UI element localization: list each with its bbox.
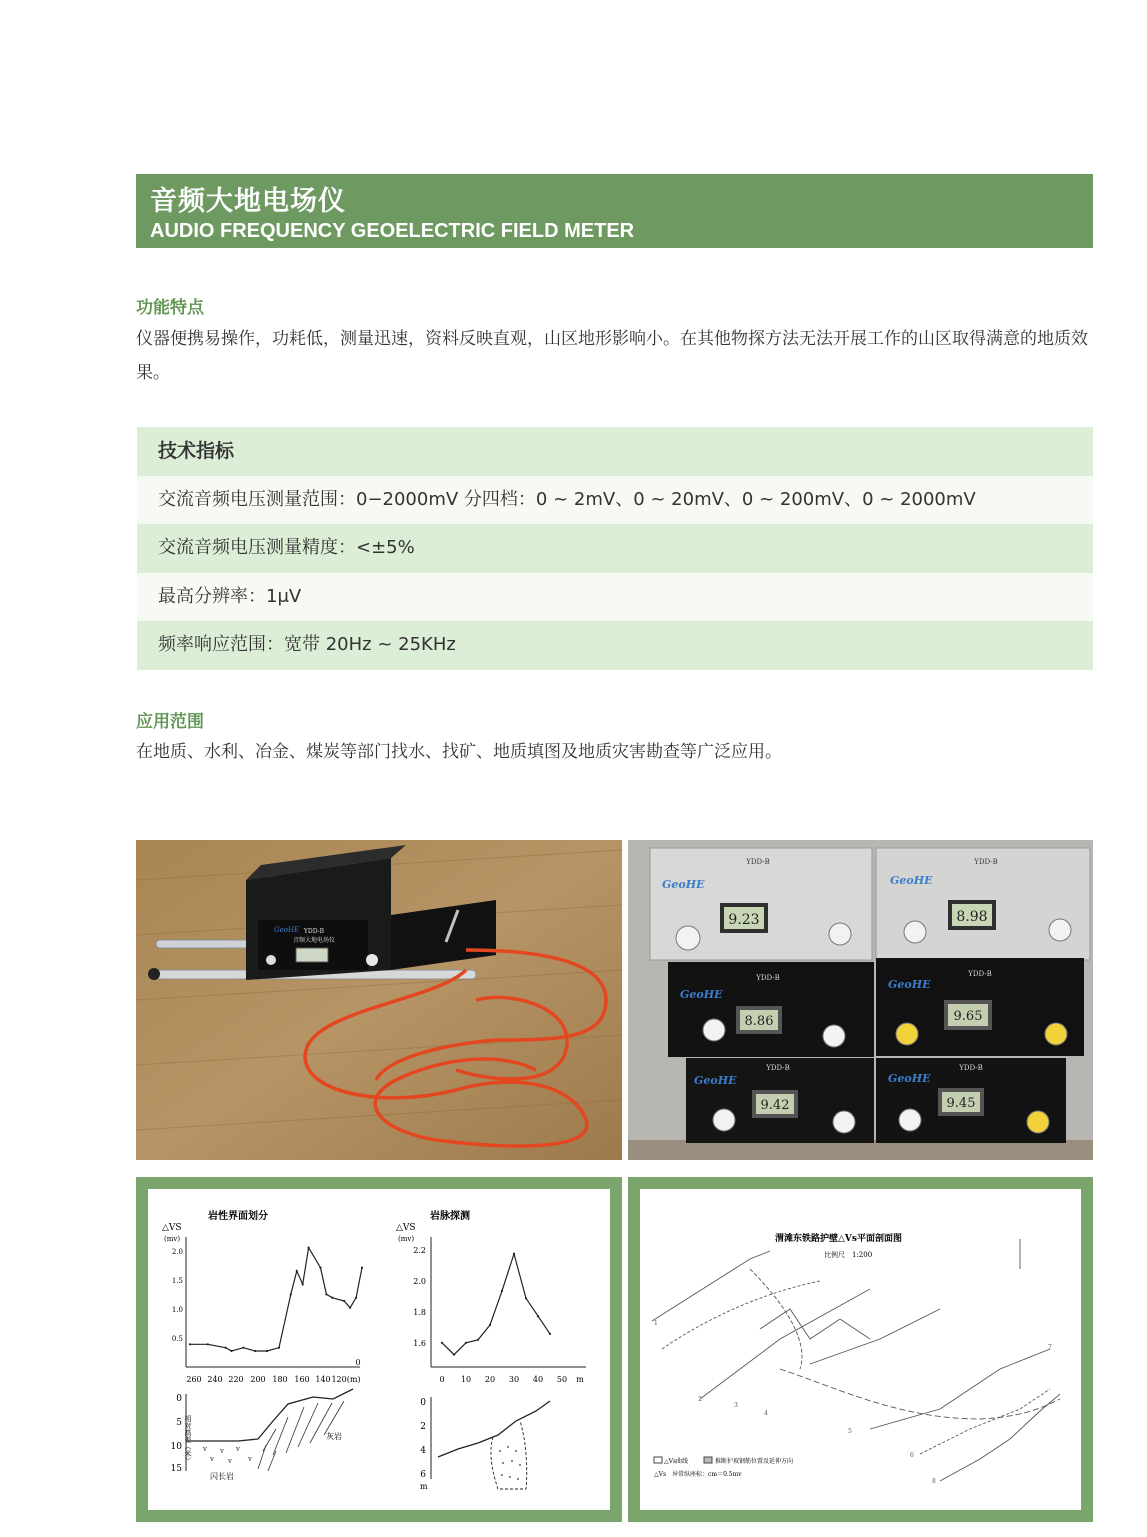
brand-logo: GeoHE: [888, 978, 931, 991]
chart-left-data-point: [308, 1247, 310, 1249]
chart-left-data-point: [189, 1343, 191, 1345]
charts-frame: [136, 1177, 622, 1522]
chart-left-xtick: 200: [250, 1375, 266, 1384]
legend-item: △Vs曲线: [664, 1458, 689, 1465]
svg-text:7: 7: [1048, 1344, 1052, 1351]
depth-tick: 0: [176, 1394, 182, 1404]
terrain-profile: [438, 1401, 550, 1457]
chart-left-data-point: [296, 1270, 298, 1272]
chart-left-data-point: [207, 1343, 209, 1345]
brand-logo: GeoHE: [694, 1074, 737, 1087]
unit-model-label: YDD-B: [746, 858, 770, 866]
page-subtitle: AUDIO FREQUENCY GEOELECTRIC FIELD METER: [150, 220, 635, 242]
spec-row: 频率响应范围：宽带 20Hz ~ 25KHz: [137, 621, 1093, 670]
anomaly-line: [750, 1269, 802, 1369]
specs-heading: 技术指标: [137, 427, 1093, 476]
chart-left-data-point: [325, 1293, 327, 1295]
chart-left-yunit: (mv): [164, 1235, 181, 1243]
unit-model-label: YDD-B: [766, 1064, 790, 1072]
depth-tick: 6: [420, 1470, 426, 1480]
spec-row: 交流音频电压测量精度：<±5%: [137, 524, 1093, 573]
chart-middle-data-point: [525, 1297, 527, 1299]
chart-left-data-point: [361, 1267, 363, 1269]
page-title: 音频大地电场仪: [150, 186, 346, 217]
unit-model-label: YDD-B: [756, 974, 780, 982]
chart-left-data-point: [355, 1297, 357, 1299]
chart-middle-xtick: 40: [532, 1375, 544, 1384]
features-heading: 功能特点: [136, 298, 204, 318]
plan-profile-map: [640, 1189, 1081, 1510]
chart-left-xtick: 140: [315, 1375, 331, 1384]
map-title: 渭滩东铁路护壁△Vs平面剖面图: [775, 1234, 902, 1244]
svg-text:1: 1: [654, 1320, 658, 1327]
chart-middle-ytick: 2.0: [413, 1277, 426, 1286]
spec-row: 最高分辨率：1μV: [137, 573, 1093, 622]
chart-left-data-point: [349, 1307, 351, 1309]
dyke-dots: [499, 1446, 521, 1480]
features-text: 仪器便携易操作，功耗低，测量迅速，资料反映直观，山区地形影响小。在其他物探方法无法开展工作的山区取得满意的地质效果。: [136, 329, 1088, 383]
chart-middle-ylabel: △VS: [396, 1223, 416, 1233]
lcd-reading: 9.65: [953, 1009, 983, 1024]
rock-label-right: 灰岩: [326, 1432, 342, 1441]
units-photo: [628, 840, 1093, 1160]
chart-middle-title: 岩脉探测: [430, 1211, 470, 1222]
device-photo: [136, 840, 622, 1160]
title-banner: [136, 174, 1093, 248]
depth-tick: 4: [420, 1446, 426, 1456]
svg-text:5: 5: [848, 1428, 852, 1435]
brand-logo: GeoHE: [662, 878, 705, 891]
svg-text:v: v: [236, 1445, 240, 1453]
chart-left-ytick: 2.0: [171, 1248, 183, 1256]
svg-text:v: v: [248, 1455, 252, 1463]
brand-label: GeoHE: [274, 926, 300, 934]
chart-left-data-point: [319, 1267, 321, 1269]
chart-middle-data-point: [549, 1333, 551, 1335]
chart-left-data-point: [266, 1350, 268, 1352]
chart-middle-data-point: [477, 1339, 479, 1341]
lcd-reading: 9.45: [946, 1096, 976, 1111]
chart-left-xtick: 180: [272, 1375, 288, 1384]
legend-item: 推断护坡钢筋位置及延伸方向: [715, 1458, 794, 1465]
applications-text: 在地质、水利、冶金、煤炭等部门找水、找矿、地质填图及地质灾害勘查等广泛应用。: [136, 742, 782, 762]
svg-text:v: v: [203, 1445, 207, 1453]
svg-text:2: 2: [698, 1396, 702, 1403]
charts-panel: [148, 1189, 610, 1510]
device-model-label: YDD-B: [303, 928, 325, 935]
svg-text:v: v: [210, 1455, 214, 1463]
chart-middle-xtick: 50: [556, 1375, 568, 1384]
svg-text:v: v: [228, 1457, 232, 1465]
geology-charts: [148, 1189, 610, 1510]
spec-row: 交流音频电压测量范围：0−2000mV 分四档：0 ~ 2mV、0 ~ 20mV、0 ~ 200mV、0 ~ 2000mV: [137, 476, 1093, 525]
chart-middle-ytick: 1.6: [413, 1339, 426, 1348]
chart-middle-xtick: 30: [508, 1375, 520, 1384]
chart-middle-ytick: 2.2: [413, 1246, 426, 1255]
chart-middle-plot: [441, 1253, 551, 1356]
depth-tick: 15: [170, 1464, 182, 1474]
brand-logo: GeoHE: [680, 988, 723, 1001]
rail-line: [652, 1251, 770, 1321]
chart-middle-xtick: 0: [439, 1375, 445, 1384]
chart-left-xtick: 160: [294, 1375, 310, 1384]
chart-left-data-point: [302, 1283, 304, 1285]
chart-left-data-point: [225, 1347, 227, 1349]
rail-line: [700, 1289, 870, 1399]
chart-left-data-point: [230, 1350, 232, 1352]
depth-tick: 0: [420, 1398, 426, 1408]
lcd-reading: 9.42: [760, 1098, 790, 1113]
chart-left-xtick: 260: [186, 1375, 202, 1384]
lcd-reading: 9.23: [728, 912, 760, 928]
map-scale: 比例尺 1:200: [824, 1251, 873, 1259]
applications-heading: 应用范围: [136, 712, 204, 732]
chart-middle-xtick: 10: [460, 1375, 472, 1384]
map-panel: [640, 1189, 1081, 1510]
anomaly-line: [920, 1389, 1050, 1454]
lcd-reading: 8.86: [744, 1014, 774, 1029]
chart-left-xtick: 240: [207, 1375, 223, 1384]
chart-left-x-end: 0: [355, 1358, 361, 1367]
anomaly-line: [870, 1349, 1050, 1429]
svg-text:8: 8: [932, 1478, 936, 1485]
specs-table: [137, 427, 1093, 670]
legend-item: △Vs 异常纵座标：cm＝0.5mv: [654, 1471, 742, 1478]
chart-left-data-point: [343, 1300, 345, 1302]
lcd-reading: 8.98: [956, 909, 988, 925]
chart-middle-ytick: 1.8: [413, 1308, 426, 1317]
unit-model-label: YDD-B: [959, 1064, 983, 1072]
anomaly-line: [760, 1309, 870, 1339]
svg-text:v: v: [220, 1447, 224, 1455]
chart-left-data-point: [254, 1350, 256, 1352]
chart-left-ytick: 1.0: [171, 1306, 183, 1314]
chart-middle-data-point: [441, 1342, 443, 1344]
brand-logo: GeoHE: [890, 874, 933, 887]
chart-middle-xtick: 20: [484, 1375, 496, 1384]
chart-left-plot: [189, 1247, 363, 1353]
chart-left-data-point: [278, 1347, 280, 1349]
depth-unit: m: [420, 1482, 428, 1491]
chart-middle-data-point: [489, 1324, 491, 1326]
chart-left-ytick: 0.5: [171, 1335, 183, 1343]
depth-tick: 10: [170, 1442, 182, 1452]
depth-tick: 5: [176, 1418, 182, 1428]
chart-left-data-point: [290, 1293, 292, 1295]
depth-tick: 2: [420, 1422, 426, 1432]
svg-text:4: 4: [764, 1410, 768, 1417]
brand-logo: GeoHE: [888, 1072, 931, 1085]
chart-middle-xunit: m: [576, 1375, 584, 1384]
chart-middle-data-point: [465, 1342, 467, 1344]
chart-middle-series-line: [442, 1254, 550, 1355]
svg-text:3: 3: [734, 1402, 738, 1409]
device-name-label: 音频大地电场仪: [292, 937, 336, 944]
chart-middle-data-point: [501, 1290, 503, 1292]
rail-line: [662, 1281, 820, 1349]
dyke-outline: [491, 1421, 527, 1489]
chart-middle-yunit: (mv): [398, 1235, 415, 1243]
rock-label-left: 闪长岩: [210, 1472, 234, 1481]
svg-text:6: 6: [910, 1452, 914, 1459]
chart-left-title: 岩性界面划分: [208, 1211, 268, 1222]
unit-model-label: YDD-B: [968, 970, 992, 978]
chart-left-data-point: [331, 1297, 333, 1299]
legend-swatch: [704, 1457, 712, 1463]
device-photo-illustration: [136, 840, 622, 1160]
chart-left-ytick: 1.5: [171, 1277, 183, 1285]
chart-middle-data-point: [537, 1315, 539, 1317]
rail-line: [780, 1369, 1060, 1419]
chart-left-data-point: [242, 1347, 244, 1349]
map-frame: [628, 1177, 1093, 1522]
units-photo-illustration: [628, 840, 1093, 1160]
depth-axis-label: 相对高差（米）: [184, 1415, 192, 1464]
chart-left-series-line: [190, 1248, 362, 1351]
unit-model-label: YDD-B: [974, 858, 998, 866]
chart-middle-data-point: [453, 1354, 455, 1356]
chart-left-ylabel: △VS: [162, 1223, 182, 1233]
chart-left-xtick: 220: [228, 1375, 244, 1384]
chart-middle-data-point: [513, 1253, 515, 1255]
anomaly-line: [810, 1309, 940, 1364]
legend-swatch: [654, 1457, 662, 1463]
chart-left-xtick: 120(m): [331, 1375, 361, 1384]
